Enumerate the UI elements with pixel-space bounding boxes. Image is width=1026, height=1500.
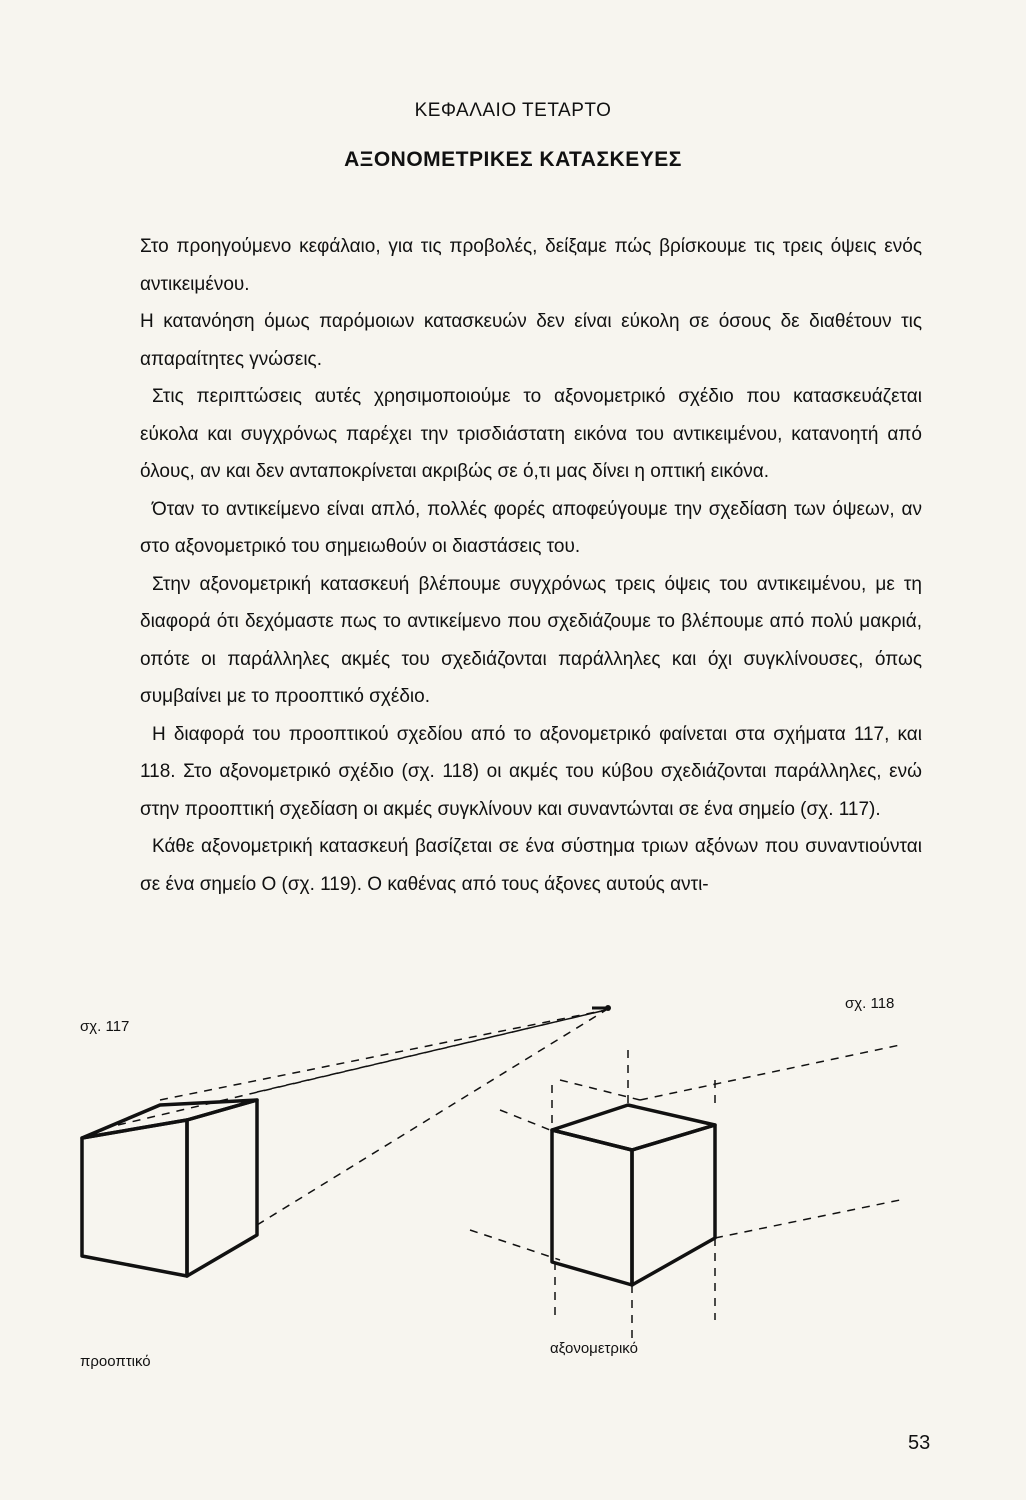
paragraph-6: Η διαφορά του προοπτικού σχεδίου από το αξονομετρικό φαίνεται στα σχήματα 117, και 118. Στο αξονομετρικό σχέδιο (σχ. 118) οι ακμές του κύβου σχεδιάζονται παράλληλες, ενώ στην προοπτική σχεδίαση οι ακμές συγκλίνουν και συναντώνται σε ένα σημείο (σχ. 117). <box>140 723 922 820</box>
axonometric-projection-lines <box>470 1045 900 1345</box>
axonometric-cube <box>552 1105 715 1285</box>
paragraph-7: Κάθε αξονομετρική κατασκευή βασίζεται σε ένα σύστημα τριων αξόνων που συναντιούνται σε ένα σημείο Ο (σχ. 119). Ο καθένας από τους άξονες αυτούς αντι- <box>140 836 922 895</box>
paragraph-5: Στην αξονομετρική κατασκευή βλέπουμε συγχρόνως τρεις όψεις του αντικειμένου, με τη διαφορά ότι δεχόμαστε πως το αντικείμενο που σχεδιάζουμε το βλέπουμε από πολύ μακριά, οπότε οι παράλληλες ακμές του σχεδιάζονται παράλληλες και όχι συγκλίνουσες, όπως συμβαίνει με το προοπτικό σχέδιο. <box>140 573 922 707</box>
paragraph-4: Όταν το αντικείμενο είναι απλό, πολλές φορές αποφεύγουμε την σχεδίαση των όψεων, αν στο αξονομετρικό του σημειωθούν οι διαστάσεις του. <box>140 498 922 557</box>
vanishing-point-mark <box>592 1005 611 1011</box>
section-title: ΑΞΟΝΟΜΕΤΡΙΚΕΣ ΚΑΤΑΣΚΕΥΕΣ <box>344 148 682 171</box>
fig118-caption: αξονομετρικό <box>550 1340 638 1357</box>
perspective-cube <box>82 1100 257 1276</box>
fig117-caption: προοπτικό <box>80 1353 151 1370</box>
chapter-title: ΚΕΦΑΛΑΙΟ ΤΕΤΑΡΤΟ <box>414 100 612 121</box>
page-number: 53 <box>908 1432 931 1454</box>
paragraph-1: Στο προηγούμενο κεφάλαιο, για τις προβολές, δείξαμε πώς βρίσκουμε τις τρεις όψεις ενός αντικειμένου. <box>140 236 922 295</box>
paragraph-3: Στις περιπτώσεις αυτές χρησιμοποιούμε το αξονομετρικό σχέδιο που κατασκευάζεται εύκολα και συγχρόνως παρέχει την τρισδιάστατη εικόνα του αντικειμένου, κατανοητή από όλους, αν και δεν ανταποκρίνεται ακριβώς σε ό,τι μας δίνει η οπτική εικόνα. <box>140 386 922 482</box>
fig118-label: σχ. 118 <box>845 995 895 1012</box>
paragraph-2: Η κατανόηση όμως παρόμοιων κατασκευών δεν είναι εύκολη σε όσους δε διαθέτουν τις απαραίτητες γνώσεις. <box>140 311 922 370</box>
fig117-label: σχ. 117 <box>80 1018 130 1035</box>
